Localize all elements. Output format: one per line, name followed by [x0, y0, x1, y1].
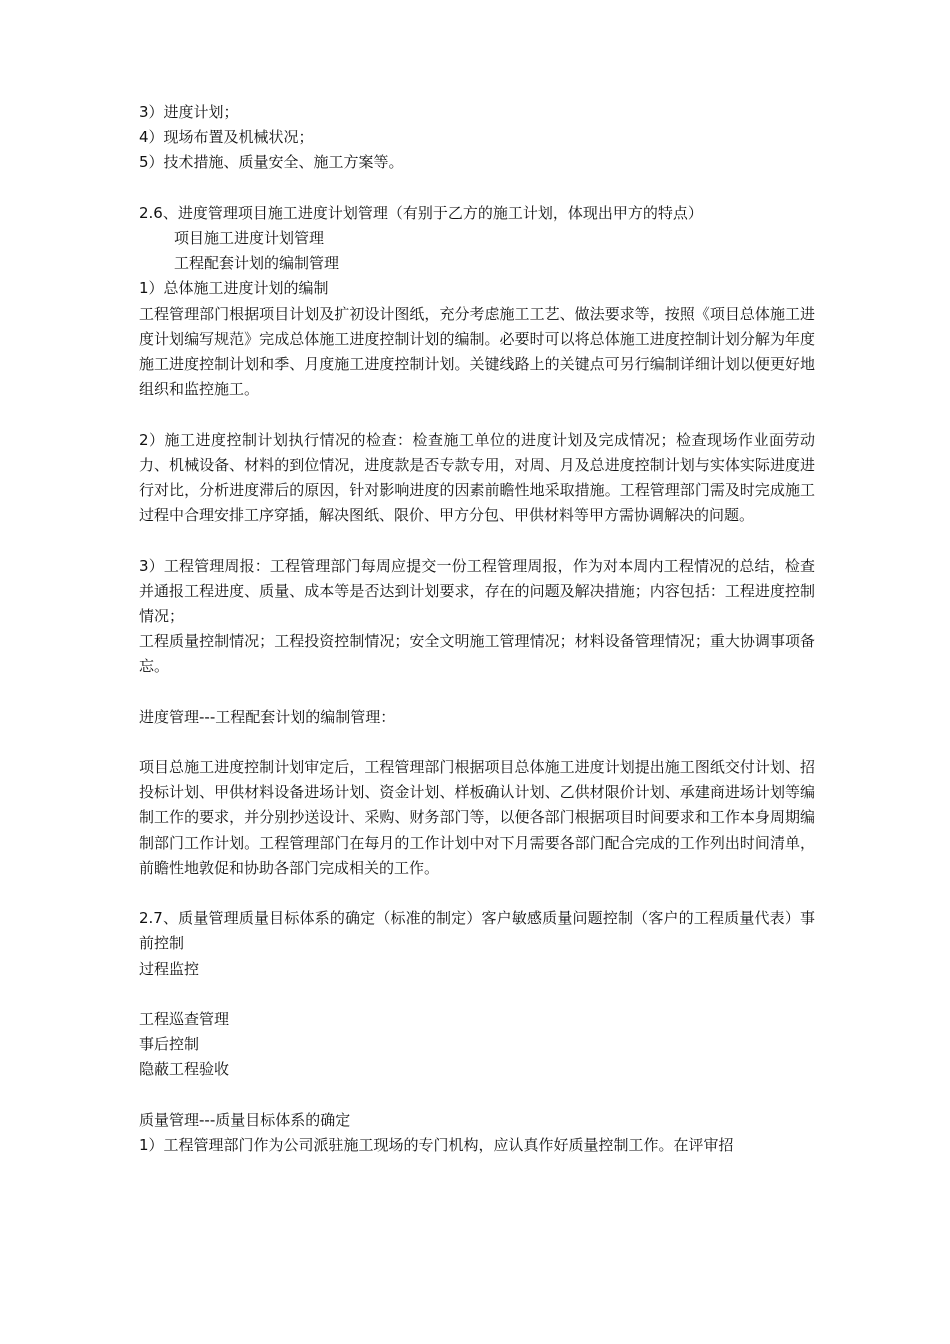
subheading: 工程配套计划的编制管理	[174, 254, 340, 273]
list-item: 4）现场布置及机械状况；	[139, 128, 314, 147]
paragraph: 项目总施工进度控制计划审定后，工程管理部门根据项目总体施工进度计划提出施工图纸交付计划、招投标计划、甲供材料设备进场计划、资金计划、样板确认计划、乙供材限价计划、承建商进场计划等编制工作的要求，并分别抄送设计、采购、财务部门等，以便各部门根据项目时间要求和工作本身周期编制部门工作计划。工程管理部门在每月的工作计划中对下月需要各部门配合完成的工作列出时间清单，前瞻性地敦促和协助各部门完成相关的工作。	[139, 758, 815, 877]
list-item: 3）进度计划；	[139, 103, 239, 121]
spacer	[139, 881, 815, 906]
list-line: 过程监控	[139, 959, 200, 978]
list-line: 隐蔽工程验收	[139, 1060, 230, 1079]
section-heading-2-7: 2.7、质量管理质量目标体系的确定（标准的制定）客户敏感质量问题控制（客户的工程质量代表）事前控制	[139, 909, 815, 953]
item-title: 1）总体施工进度计划的编制	[139, 279, 329, 298]
spacer	[139, 402, 815, 427]
paragraph: 工程质量控制情况；工程投资控制情况；安全文明施工管理情况；材料设备管理情况；重大协调事项备忘。	[139, 632, 815, 676]
spacer	[139, 730, 815, 755]
spacer	[139, 528, 815, 553]
section-heading-2-6: 2.6、进度管理项目施工进度计划管理（有别于乙方的施工计划，体现出甲方的特点）	[139, 203, 703, 222]
list-item: 5）技术措施、质量安全、施工方案等。	[139, 153, 404, 172]
paragraph: 工程管理部门根据项目计划及扩初设计图纸，充分考虑施工工艺、做法要求等，按照《项目总体施工进度计划编写规范》完成总体施工进度控制计划的编制。必要时可以将总体施工进度控制计划分解为年度施工进度控制计划和季、月度施工进度控制计划。关键线路上的关键点可另行编制详细计划以便更好地组织和监控施工。	[139, 304, 815, 399]
subsection-title: 进度管理---工程配套计划的编制管理：	[139, 707, 396, 726]
list-line: 事后控制	[139, 1035, 200, 1054]
paragraph: 1）工程管理部门作为公司派驻施工现场的专门机构，应认真作好质量控制工作。在评审招	[139, 1136, 734, 1154]
list-line: 工程巡查管理	[139, 1010, 230, 1029]
paragraph: 3）工程管理周报：工程管理部门每周应提交一份工程管理周报，作为对本周内工程情况的总结，检查并通报工程进度、质量、成本等是否达到计划要求，存在的问题及解决措施；内容包括：工程进度控制情况；	[139, 556, 815, 625]
paragraph: 2）施工进度控制计划执行情况的检查：检查施工单位的进度计划及完成情况；检查现场作业面劳动力、机械设备、材料的到位情况，进度款是否专款专用，对周、月及总进度控制计划与实体实际进度进行对比，分析进度滞后的原因，针对影响进度的因素前瞻性地采取措施。工程管理部门需及时完成施工过程中合理安排工序穿插，解决图纸、限价、甲方分包、甲供材料等甲方需协调解决的问题。	[139, 430, 815, 525]
spacer	[139, 982, 815, 1007]
spacer	[139, 176, 815, 201]
subheading: 项目施工进度计划管理	[174, 228, 325, 247]
document-page	[139, 100, 815, 1158]
spacer	[139, 680, 815, 705]
subsection-title: 质量管理---质量目标体系的确定	[139, 1110, 351, 1129]
spacer	[139, 1083, 815, 1108]
